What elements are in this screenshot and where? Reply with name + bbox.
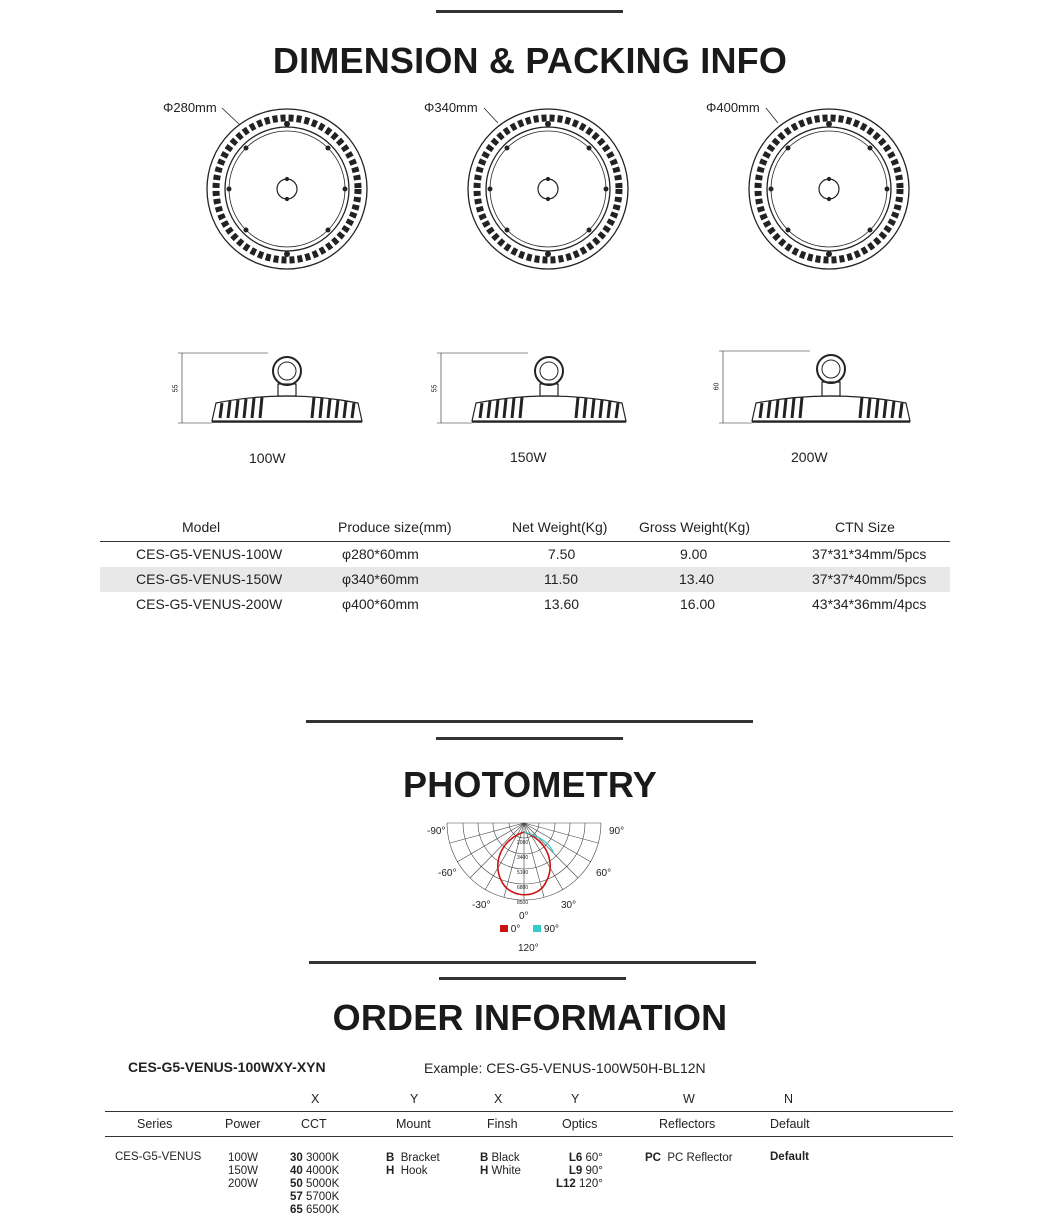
list-item: 65 6500K — [290, 1204, 340, 1216]
table-row — [100, 592, 950, 617]
angle-label-pos90: 90° — [609, 826, 625, 837]
ring-label-5: 8500 — [517, 900, 529, 906]
dimension-title: DIMENSION & PACKING INFO — [272, 40, 788, 81]
packing-table-header — [100, 515, 950, 542]
ring-label-2: 3400 — [517, 855, 529, 861]
photometry-title: PHOTOMETRY — [402, 764, 658, 805]
diameter-label-3: Φ400mm — [706, 100, 760, 115]
list-item: 57 5700K — [290, 1191, 340, 1203]
ring-label-4: 6800 — [517, 885, 529, 891]
cell-net-weight: 11.50 — [544, 571, 578, 587]
lamp-top-view-100w — [207, 108, 367, 269]
list-item: H Hook — [386, 1165, 428, 1177]
side-views-svg — [0, 345, 1060, 435]
header-cct: CCT — [301, 1117, 327, 1131]
lamp-side-view-150w — [437, 353, 626, 423]
cell-size: φ400*60mm — [342, 596, 419, 612]
default-value: Default — [770, 1151, 809, 1163]
order-code: CES-G5-VENUS-100WXY-XYN — [128, 1059, 326, 1075]
series-90-deg-curve — [524, 832, 554, 854]
angle-label-neg30: -30° — [472, 900, 491, 911]
polar-diagram — [420, 820, 640, 960]
order-title: ORDER INFORMATION — [332, 997, 728, 1038]
table-row — [100, 542, 950, 567]
finish-list — [480, 1152, 521, 1178]
top-view-drawings — [0, 95, 1060, 285]
cell-model: CES-G5-VENUS-200W — [136, 596, 283, 612]
mount-list — [386, 1152, 440, 1178]
height-label-3: 60 — [713, 382, 721, 391]
optics-list — [556, 1152, 603, 1191]
title-rule — [436, 737, 623, 740]
list-item: H White — [480, 1165, 521, 1177]
letter-default: N — [784, 1092, 794, 1106]
header-reflectors: Reflectors — [659, 1117, 716, 1131]
letter-cct: X — [311, 1092, 320, 1106]
list-item: B Bracket — [386, 1152, 440, 1164]
top-rule — [436, 10, 623, 13]
header-size: Produce size(mm) — [338, 519, 452, 535]
diameter-label-1: Φ280mm — [163, 100, 217, 115]
letter-optics: Y — [571, 1092, 580, 1106]
section-rule — [309, 961, 756, 964]
legend-label-0: 0° — [510, 924, 521, 935]
order-table-header-line — [105, 1136, 953, 1137]
cct-list — [290, 1152, 339, 1217]
letter-mount: Y — [410, 1092, 419, 1106]
table-row — [100, 567, 950, 592]
angle-label-neg60: -60° — [438, 868, 457, 879]
legend-label-90: 90° — [543, 924, 560, 935]
diameter-label-2: Φ340mm — [424, 100, 478, 115]
title-rule — [439, 977, 626, 980]
list-item: L6 60° — [568, 1152, 603, 1164]
power-label-100w: 100W — [249, 450, 286, 466]
header-mount: Mount — [396, 1117, 431, 1131]
header-default: Default — [770, 1117, 810, 1131]
cell-net-weight: 13.60 — [544, 596, 580, 612]
list-item: 40 4000K — [290, 1165, 340, 1177]
header-model: Model — [182, 519, 221, 535]
lamp-top-view-200w — [749, 108, 909, 269]
angle-label-pos30: 30° — [561, 900, 577, 911]
list-item: 30 3000K — [290, 1152, 340, 1164]
lamp-top-view-150w — [468, 108, 628, 269]
list-item: 200W — [228, 1178, 259, 1190]
series-value: CES-G5-VENUS — [115, 1151, 202, 1163]
angle-label-neg90: -90° — [427, 826, 446, 837]
cell-ctn-size: 43*34*36mm/4pcs — [812, 596, 927, 612]
list-item: 100W — [228, 1152, 259, 1164]
lamp-side-view-100w — [178, 353, 362, 423]
cell-ctn-size: 37*37*40mm/5pcs — [812, 571, 927, 587]
side-view-drawings — [0, 345, 1060, 435]
list-item: 150W — [228, 1165, 259, 1177]
order-table-top-line — [105, 1111, 953, 1112]
header-series: Series — [137, 1117, 173, 1131]
header-net-weight: Net Weight(Kg) — [512, 519, 608, 535]
cell-model: CES-G5-VENUS-150W — [136, 571, 283, 587]
cell-size: φ340*60mm — [342, 571, 419, 587]
top-views-svg — [0, 95, 1060, 285]
packing-table — [100, 515, 950, 617]
header-finish: Finsh — [487, 1117, 518, 1131]
polar-svg — [420, 820, 640, 960]
list-item: L12 120° — [556, 1178, 603, 1190]
list-item: L9 90° — [568, 1165, 603, 1177]
ring-label-3: 5100 — [517, 870, 529, 876]
reflector-value — [645, 1152, 733, 1165]
power-label-150w: 150W — [510, 449, 547, 465]
angle-label-bottom: 120° — [518, 943, 539, 954]
height-label-1: 55 — [172, 384, 180, 393]
legend-swatch-0 — [500, 925, 508, 932]
cell-gross-weight: 9.00 — [680, 546, 708, 562]
angle-label-pos60: 60° — [596, 868, 612, 879]
ring-label-1: 2000 — [517, 840, 529, 846]
header-ctn-size: CTN Size — [835, 519, 895, 535]
order-example: Example: CES-G5-VENUS-100W50H-BL12N — [424, 1060, 706, 1076]
cell-gross-weight: 16.00 — [680, 596, 716, 612]
section-rule — [306, 720, 753, 723]
list-item: 50 5000K — [290, 1178, 340, 1190]
height-label-2: 55 — [431, 384, 439, 393]
letter-finish: X — [494, 1092, 503, 1106]
lamp-side-view-200w — [719, 351, 910, 423]
header-gross-weight: Gross Weight(Kg) — [639, 519, 750, 535]
cell-size: φ280*60mm — [342, 546, 419, 562]
power-list — [228, 1152, 258, 1191]
legend-swatch-90 — [533, 925, 541, 932]
letter-reflectors: W — [683, 1092, 695, 1106]
header-optics: Optics — [562, 1117, 598, 1131]
header-power: Power — [225, 1117, 261, 1131]
cell-ctn-size: 37*31*34mm/5pcs — [812, 546, 927, 562]
order-table — [105, 1092, 953, 1221]
legend — [500, 924, 559, 935]
cell-model: CES-G5-VENUS-100W — [136, 546, 283, 562]
list-item: B Black — [480, 1152, 520, 1164]
angle-label-zero: 0° — [519, 911, 529, 922]
power-label-200w: 200W — [791, 449, 828, 465]
cell-net-weight: 7.50 — [548, 546, 576, 562]
cell-gross-weight: 13.40 — [679, 571, 715, 587]
list-item: PC PC Reflector — [645, 1152, 733, 1164]
